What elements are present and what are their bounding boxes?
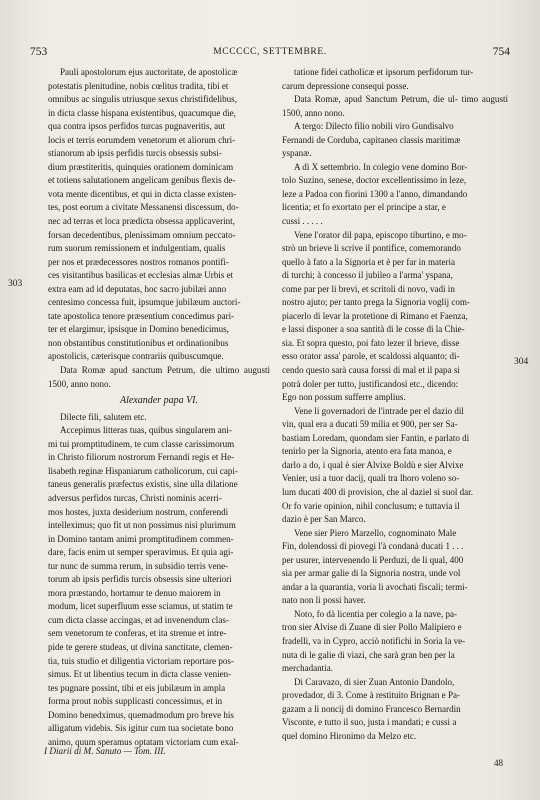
text-line: Venier, usi a tuor dacij, quali tra lhoro voleno so- [282, 473, 460, 484]
text-line: Or fo varie opinion, nihil conclusum; e tuttavia il [282, 500, 460, 511]
right-dating: Data Romæ, apud Sanctum Petrum, die ul- timo augusti 1500, anno nono. [282, 94, 508, 118]
text-line: centesimo concessa fuit, ipsumque jubilæum auctori- [48, 297, 241, 308]
text-line: potestatis plenitudine, nobis cœlitus tradita, tibi et [48, 80, 229, 91]
text-line: per nos et prædecessores nostros romanos pontifi- [48, 256, 229, 267]
page-number-right: 754 [492, 46, 510, 58]
text-line: Accepimus litteras tuas, quibus singularem ani- [60, 425, 232, 436]
text-line: tate apostolica tenore præsentium concedimus pari- [48, 310, 235, 321]
margin-note-left: 303 [8, 279, 23, 289]
text-line: merchadantia. [282, 663, 333, 674]
text-line: yspanæ. [282, 148, 312, 159]
text-line: intelleximus; quo fit ut non possimus nisi plurimum [48, 520, 236, 531]
margin-note-right: 304 [514, 357, 529, 367]
right-paragraph-tergo [282, 120, 508, 161]
text-line: leze a Padoa con fiorini 1300 a l'anno, dimandando [282, 188, 468, 199]
text-line: pide te gerere studeas, ut divina sanctitate, clemen- [48, 641, 233, 652]
text-line: mos hostes, juxta desiderium nostrum, conferendi [48, 506, 229, 517]
text-line: Domino benedximus, quemadmodum pro breve his [48, 709, 234, 720]
text-line: mi tui promptitudinem, te cum classe carissimorum [48, 438, 235, 449]
text-line: bastiam Loredam, quondam sier Fantin, e parlato di [282, 432, 470, 443]
text-line: forma prout nobis supplicasti concessimus, et in [48, 696, 223, 707]
text-line: A dì X settembrio. In colegio vene domino Bor- [294, 161, 468, 172]
text-line: Vene sier Piero Marzello, cognominato Male [294, 527, 457, 538]
text-line: lisabeth reginæ Hispaniarum catholicorum, cui capi- [48, 465, 238, 476]
text-line: qua contra ipsos perfidos turcas pugnaveritis, aut [48, 121, 226, 132]
text-line: tur nunc de summa rerum, in subsidio terris vene- [48, 560, 229, 571]
running-title: MCCCCC, SETTEMBRE. [213, 47, 327, 57]
left-paragraph-1 [48, 66, 270, 364]
right-paragraph-4 [282, 405, 508, 527]
left-dating: Data Romæ apud sanctum Petrum, die ultimo augusti 1500, anno nono. [48, 365, 270, 389]
right-paragraph-2 [282, 161, 508, 229]
text-line: Vene li governadori de l'intrade per el dazio dil [294, 405, 464, 416]
text-line: nec ad terras et loca prædicta obsessa applicaverint, [48, 216, 235, 227]
text-line: tes pugnare possint, tibi et eis jubilæum in ampla [48, 682, 226, 693]
left-paragraph-2 [48, 424, 270, 749]
text-line: locis et terris eorumdem venetorum et aliorum chri- [48, 134, 236, 145]
text-line: A tergo: Dilecto filio nobili viro Gundisalvo [294, 121, 454, 132]
page-number-left: 753 [30, 46, 48, 58]
left-column [48, 66, 270, 749]
text-line: in Christo filiorum nostrorum Fernandi regis et He- [48, 452, 235, 463]
right-paragraph-5 [282, 527, 508, 608]
salutation: Dilecte fili, salutem etc. [60, 411, 147, 422]
text-line: dare, facis enim ut semper speravimus. Et quia agi- [48, 547, 234, 558]
text-line: ces visitantibus basilicas et ecclesias almæ Urbis et [48, 270, 234, 281]
text-line: quello à fato a la Signoria et è per far in materia [282, 256, 456, 267]
text-line: tia, tuis studio et diligentia victoriam reportare pos- [48, 655, 234, 666]
text-line: tes, post eorum a civitate Messanensi discessum, do- [48, 202, 239, 213]
text-line: Vene l'orator dil papa, episcopo tiburtino, e mo- [294, 229, 467, 240]
running-head [30, 46, 510, 62]
text-line: gazam a li noncij di domino Francesco Bernardin [282, 703, 461, 714]
text-line: darlo a do, i qual è sier Alvixe Boldù e sier Alvixe [282, 459, 464, 470]
text-line: piacerlo di levar la protetione di Rimano et Faenza, [282, 310, 468, 321]
footnote: I Diarii di M. Sanuto — Tom. III. [44, 746, 166, 756]
text-line: nato non li possi haver. [282, 595, 366, 606]
text-line: tron sier Alvise di Zuane di sier Pollo Malipiero e [282, 622, 462, 633]
text-line: di turchi; à concesso il jubileo a l'arma' yspana, [282, 270, 453, 281]
text-line: apostolicis, cæterisque contrariis quibuscumque. [48, 351, 224, 362]
text-line: strò un brieve li scrive il pontifice, comemorando [282, 243, 461, 254]
letter-heading: Alexander papa VI. [119, 395, 199, 407]
text-line: Fernandi de Corduba, capitaneo classis maritimæ [282, 134, 461, 145]
text-line: non obstantibus constitutionibus et ordinationibus [48, 337, 229, 348]
text-line: vota mente dicentibus, et qui in dicta classe existen- [48, 188, 237, 199]
text-line: torum ab ipsis perfidis turcis obsessis sine ulteriori [48, 574, 232, 585]
text-line: extra eam ad id deputatas, hoc sacro jubilæi anno [48, 283, 227, 294]
text-line: potrà doler per tutto, justificandosi etc., dicendo: [282, 378, 459, 389]
text-line: mora præstando, hortamur te denuo maiorem in [48, 587, 221, 598]
text-line: andar a la quarantia, voria li avochati fiscali; termi- [282, 581, 468, 592]
text-line: simus. Et ut libentius tecum in dicta classe venien- [48, 669, 232, 680]
text-line: vin, qual era a ducati 59 milia et 900, per ser Sa- [282, 419, 458, 430]
text-line: alligatum videbis. Sis igitur cum tua societate bono [48, 723, 234, 734]
right-paragraph-3 [282, 229, 508, 405]
text-line: per usurer, intervenendo li Perduzi, de li qual, 400 [282, 554, 464, 565]
text-line: in Domino tantam animi promptitudinem commen- [48, 533, 234, 544]
text-line: licentia; et fo exortato per el principe a star, e [282, 202, 446, 213]
text-line: animo, quum speramus optatam victoriam cum exal- [48, 736, 239, 747]
text-line: sia. Et sopra questo, poi fato lezer il brieve, disse [282, 337, 460, 348]
text-line: esso orator assa' parole, et scaldossi alquanto; di- [282, 351, 460, 362]
text-line: taneus generalis præfectus existis, sine ulla dilatione [48, 479, 238, 490]
text-line: tolo Suzino, senese, doctor excellentissimo in leze, [282, 175, 467, 186]
text-line: carum depressione consequi posse. [282, 80, 409, 91]
text-line: fradelli, va in Cypro, acciò notifichi in Soria la ve- [282, 635, 466, 646]
text-line: et totiens salutationem angelicam genibus flexis de- [48, 175, 236, 186]
text-line: e lassi disponer a soa santità di le cosse di la Chie- [282, 324, 465, 335]
right-paragraph-6 [282, 608, 508, 676]
text-line: cendo questo sarà causa forssi di mal et il papa si [282, 365, 460, 376]
text-line: Visconte, e tutto il suo, justa i mandati; e cussì a [282, 717, 457, 728]
text-line: provedador, di 3. Come à restituito Brignan e Pa- [282, 690, 461, 701]
text-line: modum, licet superfluum esse sciamus, ut statim te [48, 601, 233, 612]
text-line: tatione fidei catholicæ et ipsorum perfidorum tur- [294, 67, 474, 77]
text-line: dium præstiteritis, quinquies orationem dominicam [48, 161, 234, 172]
right-column [282, 66, 508, 743]
text-line: Di Caravazo, di sier Zuan Antonio Dandolo, [294, 676, 455, 687]
text-line: Noto, fo dà licentia per colegio a la nave, pa- [294, 608, 458, 619]
text-line: forsan decedentibus, plenissimam omnium peccato- [48, 229, 236, 240]
text-line: come par per li brevi, et scritoli di novo, vadi in [282, 283, 455, 294]
text-line: Fin, dolendossi di piovegi l'à condanà ducati 1 . . . [282, 541, 464, 552]
text-line: adversus perfidos turcas, Christi nominis acerri- [48, 492, 222, 503]
text-line: quel domino Hironimo da Melzo etc. [282, 730, 417, 741]
right-paragraph-7 [282, 676, 508, 744]
text-line: sem venetorum te conferas, et ita strenue et intre- [48, 628, 227, 639]
text-line: cum dicta classe accingas, et ad invenendum clas- [48, 614, 229, 625]
right-paragraph-1 [282, 66, 508, 93]
text-line: nuta di le galie di viazi, che sarà gran ben per la [282, 649, 455, 660]
text-line: in dicta classe hispana existentibus, quacumque die, [48, 107, 236, 118]
text-line: tenirlo per la Signoria, atento era fata manoa, e [282, 446, 452, 457]
signature-mark: 48 [494, 758, 503, 768]
text-line: Pauli apostolorum ejus auctoritate, de apostolicæ [60, 67, 238, 77]
text-line: Ego non possum sufferre amplius. [282, 392, 406, 403]
text-line: lum ducati 400 di provision, che al daziel si suol dar. [282, 486, 473, 497]
text-line: sia per armar galie di la Signoria nostra, unde vol [282, 568, 461, 579]
text-line: ter et elargimur, ipsisque in Domino benedicimus, [48, 324, 229, 335]
text-line: cussi . . . . . [282, 216, 323, 227]
text-line: stianorum ab ipsis perfidis turcis obsessis subsi- [48, 148, 222, 159]
text-line: dazio è per San Marco. [282, 514, 366, 525]
text-line: omnibus ac singulis utriusque sexus christifidelibus, [48, 94, 237, 105]
text-line: rum suorum remissionem et indulgentiam, qualis [48, 243, 226, 254]
text-line: nostro ajuto; per tanto prega la Signoria voglij com- [282, 297, 470, 308]
